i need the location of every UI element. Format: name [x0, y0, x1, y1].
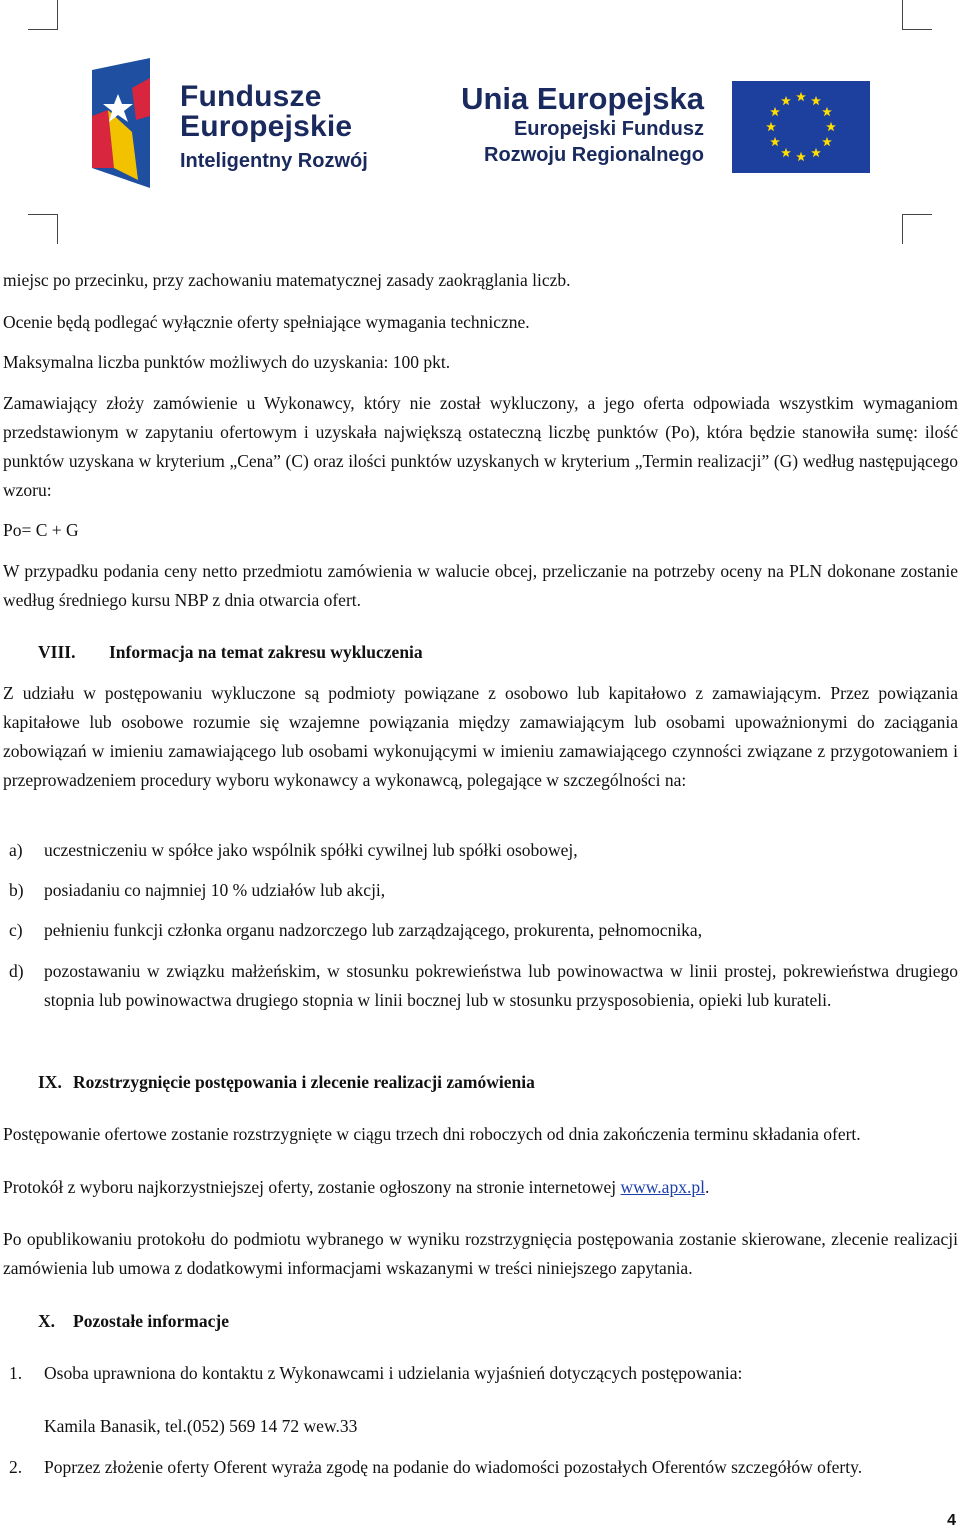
- intro-line-1: miejsc po przecinku, przy zachowaniu matematycznej zasady zaokrąglania liczb.: [3, 270, 571, 290]
- section-9-title: Rozstrzygnięcie postępowania i zlecenie realizacji zamówienia: [73, 1072, 535, 1092]
- intro-line-2: Ocenie będą podlegać wyłącznie oferty spełniające wymagania techniczne.: [3, 312, 530, 332]
- list-item: [3, 1453, 958, 1482]
- protocol-text-end: .: [704, 1177, 710, 1197]
- list-item-text: posiadaniu co najmniej 10 % udziałów lub akcji,: [44, 880, 386, 900]
- section-9-number: IX.: [38, 1072, 62, 1092]
- list-item-text: pełnieniu funkcji członka organu nadzorczego lub zarządzającego, prokurenta, pełnomocnika,: [44, 920, 703, 940]
- list-marker: a): [9, 840, 23, 860]
- list-marker: 2.: [9, 1457, 23, 1477]
- list-item-text: uczestniczeniu w spółce jako wspólnik spółki cywilnej lub spółki osobowej,: [44, 840, 578, 860]
- formula: Po= C + G: [3, 520, 79, 540]
- eu-flag-icon: [732, 81, 870, 173]
- contact-person: Kamila Banasik, tel.(052) 569 14 72 wew.33: [44, 1416, 358, 1436]
- section-10-title: Pozostałe informacje: [73, 1311, 229, 1331]
- protocol-text: Protokół z wyboru najkorzystniejszej oferty, zostanie ogłoszony na stronie internetowej: [3, 1177, 621, 1197]
- section-8-number: VIII.: [38, 642, 76, 662]
- fe-logo-line-1: Fundusze: [180, 80, 322, 113]
- currency-paragraph: W przypadku podania ceny netto przedmiotu zamówienia w walucie obcej, przeliczanie na potrzeby oceny na PLN dokonane zostanie według średniego kursu NBP z dnia otwarcia ofert.: [3, 561, 958, 610]
- website-link[interactable]: www.apx.pl: [620, 1177, 705, 1197]
- fe-logo-line-2: Europejskie: [180, 110, 353, 143]
- list-item-text: Poprzez złożenie oferty Oferent wyraża zgodę na podanie do wiadomości pozostałych Oferentów szczegółów oferty.: [44, 1457, 863, 1477]
- section-8-paragraph: Z udziału w postępowaniu wykluczone są podmioty powiązane z osobowo lub kapitałowo z zamawiającym. Przez powiązania kapitałowe lub osobowe rozumie się wzajemne powiązania między zamawiającym lub osobami upoważnionymi do zaciągania zobowiązań w imieniu zamawiającego lub osobami wykonującymi w imieniu zamawiającego czynności związane z przygotowaniem i przeprowadzeniem procedury wyboru wykonawcy a wykonawcą, polegające w szczególności na:: [3, 683, 958, 790]
- page-number: 4: [947, 1512, 956, 1529]
- list-marker: b): [9, 880, 24, 900]
- section-9-paragraph-2: [3, 1173, 958, 1202]
- list-item: [3, 957, 958, 1015]
- section-8-title: Informacja na temat zakresu wykluczenia: [109, 642, 423, 662]
- eu-logo-line-1: Unia Europejska: [461, 81, 704, 116]
- section-9-paragraph-1: Postępowanie ofertowe zostanie rozstrzygnięte w ciągu trzech dni roboczych od dnia zakończenia terminu składania ofert.: [3, 1124, 861, 1144]
- list-item: [3, 876, 958, 905]
- list-marker: 1.: [9, 1363, 23, 1383]
- list-item: [3, 836, 958, 865]
- section-9-paragraph-3: Po opublikowaniu protokołu do podmiotu wybranego w wyniku rozstrzygnięcia postępowania zostanie skierowane, zlecenie realizacji zamówienia lub umowa z dodatkowymi informacjami wskazanymi w treści niniejszego zapytania.: [3, 1229, 958, 1278]
- fundusze-europejskie-wordmark: [180, 82, 368, 176]
- list-marker: c): [9, 920, 23, 940]
- section-10-number: X.: [38, 1311, 56, 1331]
- unia-europejska-wordmark: [460, 82, 704, 168]
- header-logos: [0, 0, 960, 250]
- list-item-text: Osoba uprawniona do kontaktu z Wykonawcami i udzielania wyjaśnień dotyczących postępowania:: [44, 1363, 743, 1383]
- list-item-text: pozostawaniu w związku małżeńskim, w stosunku pokrewieństwa lub powinowactwa w linii prostej, pokrewieństwa drugiego stopnia lub powinowactwa drugiego stopnia w linii bocznej lub w stosunku przysposobienia, opieki lub kurateli.: [44, 961, 958, 1010]
- fe-logo-line-3: Inteligentny Rozwój: [180, 150, 368, 172]
- award-criteria-paragraph: Zamawiający złoży zamówienie u Wykonawcy, który nie został wykluczony, a jego oferta odpowiada wszystkim wymaganiom przedstawionym w zapytaniu ofertowym i uzyskała największą ostateczną liczbę punktów (Po), która będzie stanowiła sumę: ilość punktów uzyskana w kryterium „Cena” (C) oraz ilości punktów uzyskanych w kryterium „Termin realizacji” (G) według następującego wzoru:: [3, 393, 958, 500]
- list-marker: d): [9, 961, 24, 981]
- list-item: [3, 916, 958, 945]
- intro-line-3: Maksymalna liczba punktów możliwych do uzyskania: 100 pkt.: [3, 352, 451, 372]
- eu-logo-line-3: Rozwoju Regionalnego: [484, 144, 704, 166]
- list-item: [3, 1359, 958, 1388]
- eu-logo-line-2: Europejski Fundusz: [513, 118, 704, 140]
